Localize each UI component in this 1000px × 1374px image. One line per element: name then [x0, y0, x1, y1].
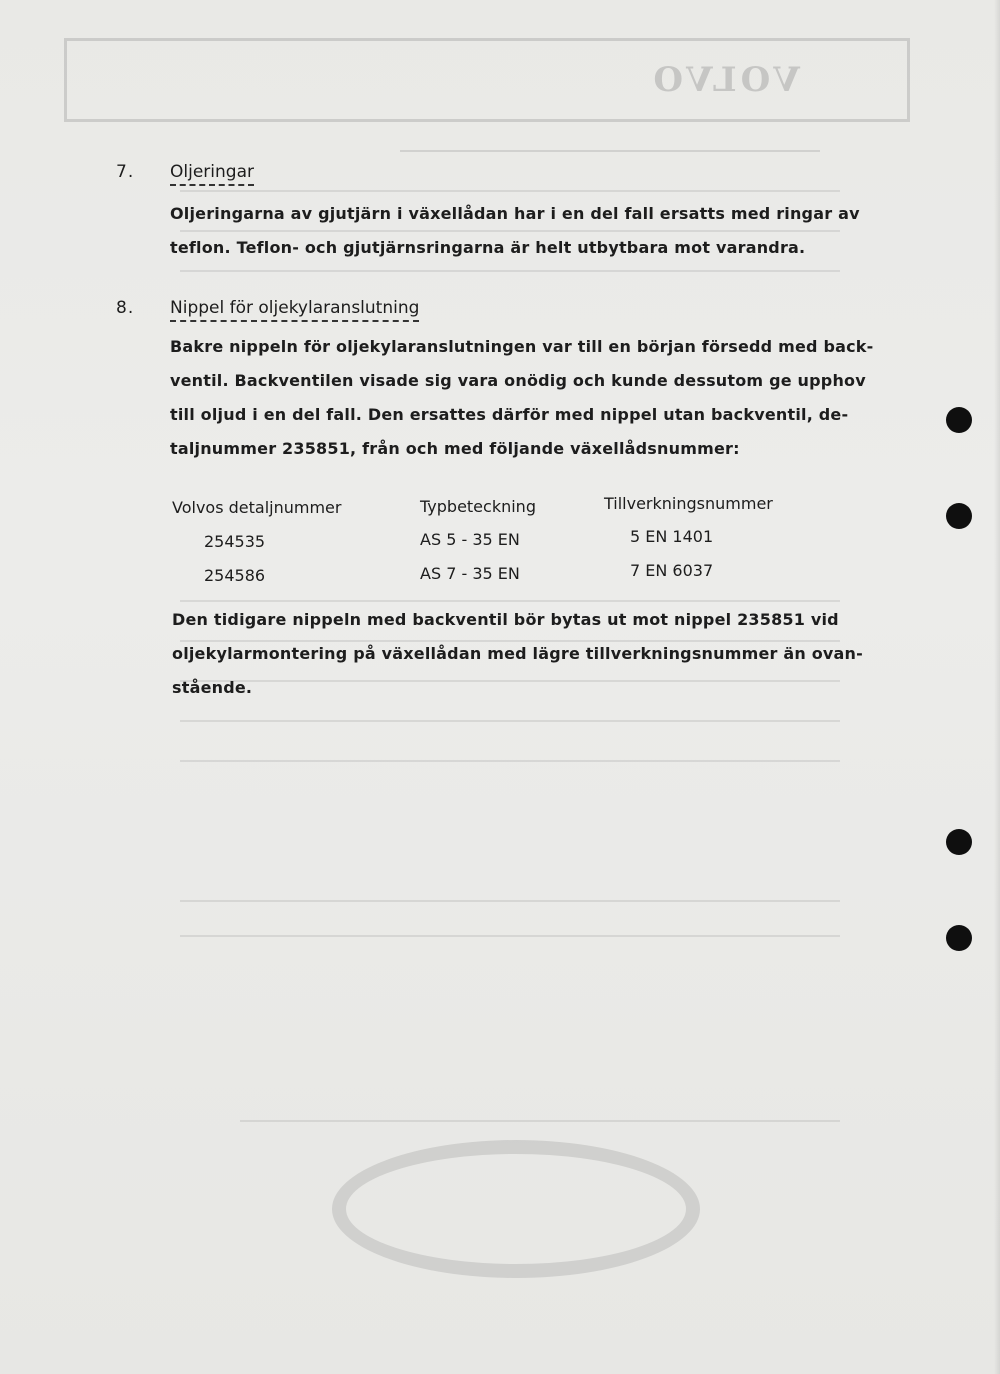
body-line: Bakre nippeln för oljekylaranslutningen var till en början försedd med back-	[170, 337, 874, 356]
punch-hole	[946, 925, 972, 951]
table-cell: 5 EN 1401	[630, 527, 714, 546]
body-line: till oljud i en del fall. Den ersattes därför med nippel utan backventil, de-	[170, 405, 849, 424]
reverse-volvo-logo: VOLVO	[649, 60, 800, 100]
table-cell: 254586	[204, 566, 266, 585]
body-line: stående.	[172, 678, 253, 697]
table-cell: 254535	[204, 532, 266, 551]
punch-hole	[946, 503, 972, 529]
closing-paragraph	[172, 603, 863, 705]
body-line: taljnummer 235851, från och med följande växellådsnummer:	[170, 439, 740, 458]
table-cell: 7 EN 6037	[630, 561, 714, 580]
section-8-body	[170, 330, 873, 466]
section-7-body	[170, 197, 860, 265]
table-header-detaljnummer: Volvos detaljnummer	[172, 498, 342, 517]
body-line: oljekylarmontering på växellådan med lägre tillverkningsnummer än ovan-	[172, 644, 863, 663]
section-heading-oljeringar: Oljeringar	[170, 162, 254, 186]
punch-hole	[946, 407, 972, 433]
reverse-header-box	[64, 38, 910, 122]
table-cell: AS 7 - 35 EN	[420, 564, 520, 583]
reverse-bearing-drawing	[332, 1140, 700, 1278]
body-line: Oljeringarna av gjutjärn i växellådan har i en del fall ersatts med ringar av	[170, 204, 860, 223]
section-heading-nippel: Nippel för oljekylaranslutning	[170, 298, 419, 322]
body-line: Den tidigare nippeln med backventil bör bytas ut mot nippel 235851 vid	[172, 610, 839, 629]
body-line: teflon. Teflon- och gjutjärnsringarna är helt utbytbara mot varandra.	[170, 238, 806, 257]
punch-hole	[946, 829, 972, 855]
body-line: ventil. Backventilen visade sig vara onödig och kunde dessutom ge upphov	[170, 371, 866, 390]
page-edge-shadow	[994, 0, 1000, 1374]
table-cell: AS 5 - 35 EN	[420, 530, 520, 549]
table-header-typbeteckning: Typbeteckning	[420, 497, 536, 516]
section-number-7: 7.	[116, 162, 135, 182]
table-header-tillverkningsnummer: Tillverkningsnummer	[604, 494, 773, 513]
section-number-8: 8.	[116, 298, 135, 318]
